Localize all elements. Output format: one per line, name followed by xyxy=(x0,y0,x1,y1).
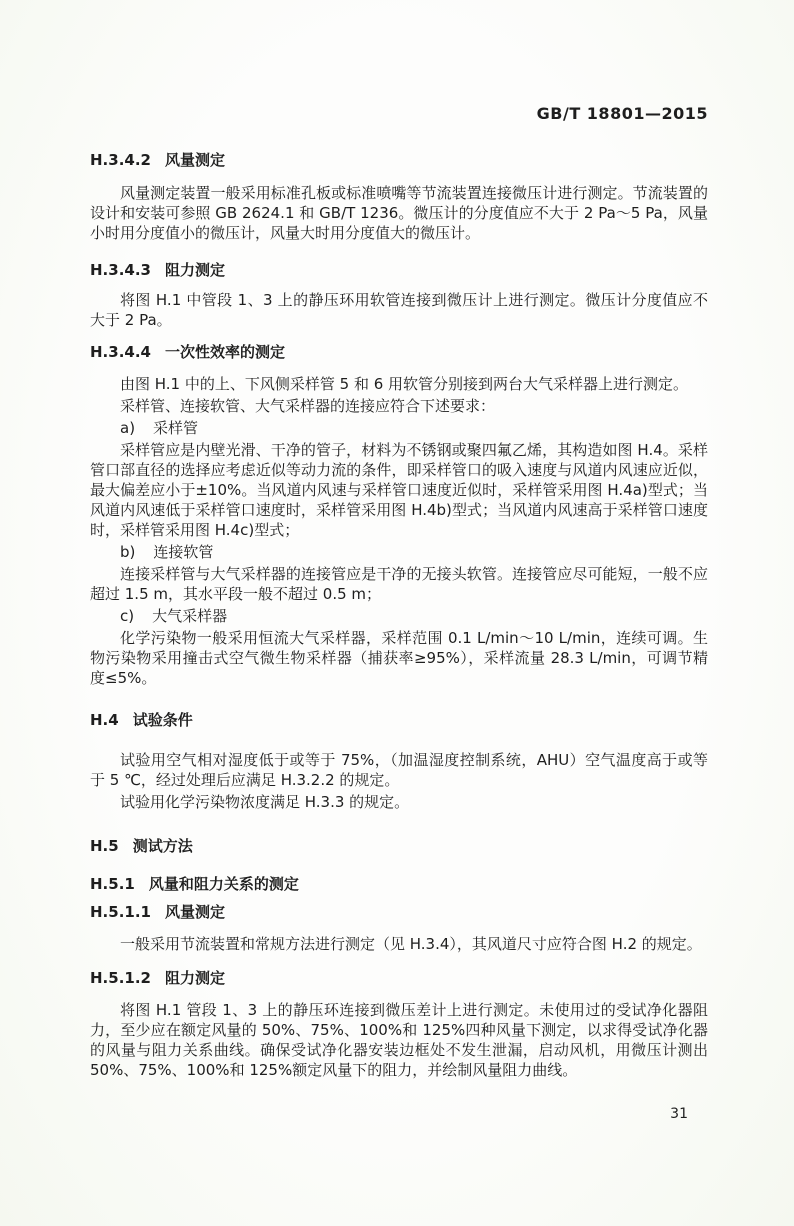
paragraph-h5-1-2: 将图 H.1 管段 1、3 上的静压环连接到微压差计上进行测定。未使用过的受试净化器阻力，至少应在额定风量的 50%、75%、100%和 125%四种风量下测定，以求得受试净化器的风量与阻力关系曲线。确保受试净化器安装边框处不发生泄漏，启动风机，用微压计测出 50%、75%、100%和 125%额定风量下的阻力，并绘制风量阻力曲线。 xyxy=(90,1001,708,1079)
section-number: H.3.4.4 xyxy=(90,343,151,361)
section-title: 风量测定 xyxy=(164,151,225,169)
list-item-label: c) xyxy=(120,607,135,625)
paragraph-h3-4-4-intro: 由图 H.1 中的上、下风侧采样管 5 和 6 用软管分别接到两台大气采样器上进行测定。 xyxy=(120,375,689,393)
section-heading-h5-1-2 xyxy=(90,968,708,988)
section-heading-h5-1 xyxy=(90,874,708,894)
list-item-b xyxy=(90,542,708,562)
list-item-a xyxy=(90,418,708,438)
list-item-label: b) xyxy=(120,543,136,561)
section-heading-h3-4-4 xyxy=(90,342,708,362)
standard-code-header: GB/T 18801—2015 xyxy=(536,104,708,123)
paragraph-item-b: 连接采样管与大气采样器的连接管应是干净的无接头软管。连接管应尽可能短，一般不应超过 1.5 m，其水平段一般不超过 0.5 m； xyxy=(90,565,708,603)
paragraph-h5-1-1: 一般采用节流装置和常规方法进行测定（见 H.3.4），其风道尺寸应符合图 H.2 的规定。 xyxy=(120,935,702,953)
list-item-label: a) xyxy=(120,419,136,437)
list-item-title: 连接软管 xyxy=(153,543,214,561)
paragraph-item-c: 化学污染物一般采用恒流大气采样器，采样范围 0.1 L/min～10 L/min，连续可调。生物污染物采用撞击式空气微生物采样器（捕获率≥95%），采样流量 28.3 L/min，可调节精度≤5%。 xyxy=(90,629,708,687)
paragraph-h4-2: 试验用化学污染物浓度满足 H.3.3 的规定。 xyxy=(120,793,410,811)
paragraph-h3-4-2: 风量测定装置一般采用标准孔板或标准喷嘴等节流装置连接微压计进行测定。节流装置的设计和安装可参照 GB 2624.1 和 GB/T 1236。微压计的分度值应不大于 2 Pa～5 Pa，风量小时用分度值小的微压计，风量大时用分度值大的微压计。 xyxy=(90,184,708,242)
section-title: 阻力测定 xyxy=(164,261,225,279)
section-number: H.5.1.2 xyxy=(90,969,151,987)
section-title: 风量和阻力关系的测定 xyxy=(148,875,299,893)
section-number: H.5.1.1 xyxy=(90,903,151,921)
document-page xyxy=(0,104,794,1226)
paragraph-h4-1: 试验用空气相对湿度低于或等于 75%，（加温湿度控制系统，AHU）空气温度高于或等于 5 ℃，经过处理后应满足 H.3.2.2 的规定。 xyxy=(90,751,708,789)
section-heading-h5-1-1 xyxy=(90,902,708,922)
section-number: H.5.1 xyxy=(90,875,135,893)
section-number: H.3.4.3 xyxy=(90,261,151,279)
section-title: 试验条件 xyxy=(132,711,193,729)
section-heading-h3-4-2 xyxy=(90,150,708,170)
paragraph-item-a: 采样管应是内壁光滑、干净的管子，材料为不锈钢或聚四氟乙烯，其构造如图 H.4。采样管口部直径的选择应考虑近似等动力流的条件，即采样管口的吸入速度与风道内风速应近似，最大偏差应小于±10%。当风道内风速与采样管口速度近似时，采样管采用图 H.4a)型式；当风道内风速低于采样管口速度时，采样管采用图 H.4b)型式；当风道内风速高于采样管口速度时，采样管采用图 H.4c)型式； xyxy=(90,441,708,539)
section-number: H.3.4.2 xyxy=(90,151,151,169)
list-item-title: 大气采样器 xyxy=(152,607,228,625)
section-heading-h4 xyxy=(90,710,708,730)
section-title: 阻力测定 xyxy=(164,969,225,987)
section-title: 风量测定 xyxy=(164,903,225,921)
section-heading-h5 xyxy=(90,836,708,856)
section-heading-h3-4-3 xyxy=(90,260,708,280)
page-number: 31 xyxy=(670,1106,688,1122)
list-item-c xyxy=(90,606,708,626)
paragraph-h3-4-4-requirements: 采样管、连接软管、大气采样器的连接应符合下述要求： xyxy=(120,397,496,415)
paragraph-h3-4-3: 将图 H.1 中管段 1、3 上的静压环用软管连接到微压计上进行测定。微压计分度值应不大于 2 Pa。 xyxy=(90,291,708,329)
list-item-title: 采样管 xyxy=(153,419,199,437)
section-number: H.5 xyxy=(90,837,119,855)
section-title: 测试方法 xyxy=(132,837,193,855)
section-number: H.4 xyxy=(90,711,119,729)
section-title: 一次性效率的测定 xyxy=(164,343,285,361)
